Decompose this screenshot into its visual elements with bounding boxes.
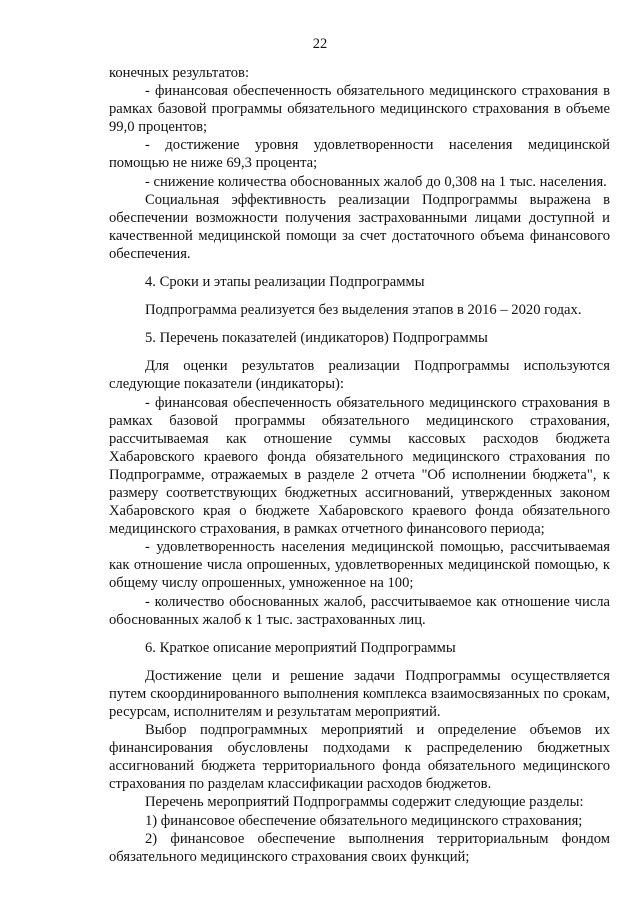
- measures-list-item-2: 2) финансовое обеспечение выполнения территориальным фондом обязательного медицинского страхования своих функций;: [109, 830, 610, 865]
- paragraph-social-efficiency: Социальная эффективность реализации Подпрограммы выражена в обеспечении возможности получения застрахованными лицами доступной и качественной медицинской помощи за счет достаточного объема финансового обеспечения.: [109, 191, 610, 262]
- result-item-complaints: - снижение количества обоснованных жалоб до 0,308 на 1 тыс. населения.: [145, 173, 607, 190]
- measures-list-item-1: 1) финансовое обеспечение обязательного медицинского страхования;: [145, 812, 583, 829]
- indicator-item-satisfaction: - удовлетворенность населения медицинской помощью, рассчитываемая как отношение числа опрошенных, удовлетворенных медицинской помощью, к общему числу опрошенных, умноженное на 100;: [109, 539, 610, 592]
- result-item-satisfaction: - достижение уровня удовлетворенности населения медицинской помощью не ниже 69,3 процента;: [109, 137, 610, 172]
- section-heading-4: 4. Сроки и этапы реализации Подпрограммы: [145, 274, 425, 291]
- page-number: 22: [312, 36, 328, 52]
- paragraph-indicators-intro: Для оценки результатов реализации Подпрограммы используются следующие показатели (индикаторы):: [109, 358, 610, 393]
- paragraph-stages: Подпрограмма реализуется без выделения этапов в 2016 – 2020 годах.: [145, 302, 582, 319]
- paragraph-continuation: конечных результатов:: [109, 65, 250, 81]
- paragraph-goal-achievement: Достижение цели и решение задачи Подпрограммы осуществляется путем скоординированного выполнения комплекса взаимосвязанных по срокам, ресурсам, исполнителям и результатам мероприятий.: [109, 667, 610, 720]
- document-body: [109, 64, 610, 866]
- section-heading-5: 5. Перечень показателей (индикаторов) Подпрограммы: [145, 330, 488, 347]
- paragraph-measures-list-intro: Перечень мероприятий Подпрограммы содержит следующие разделы:: [145, 794, 584, 811]
- section-heading-6: 6. Краткое описание мероприятий Подпрограммы: [145, 639, 456, 656]
- paragraph-measures-selection: Выбор подпрограммных мероприятий и определение объемов их финансирования обусловлены подходами к распределению бюджетных ассигнований бюджета территориального фонда обязательного медицинского страхования по разделам классификации расходов бюджетов.: [109, 722, 610, 793]
- result-item-financial-provision: - финансовая обеспеченность обязательного медицинского страхования в рамках базовой программы обязательного медицинского страхования в объеме 99,0 процентов;: [109, 83, 610, 136]
- indicator-item-financial-provision: - финансовая обеспеченность обязательного медицинского страхования в рамках базовой программы обязательного медицинского страхования, рассчитываемая как отношение суммы кассовых расходов бюджета Хабаровского краевого фонда обязательного медицинского страхования по Подпрограмме, отражаемых в разделе 2 отчета "Об исполнении бюджета", к размеру соответствующих бюджетных ассигнований, утвержденных законом Хабаровского края о бюджете Хабаровского краевого фонда обязательного медицинского страхования, в рамках отчетного финансового периода;: [109, 394, 610, 538]
- indicator-item-complaints: - количество обоснованных жалоб, рассчитываемое как отношение числа обоснованных жалоб к 1 тыс. застрахованных лиц.: [109, 593, 610, 628]
